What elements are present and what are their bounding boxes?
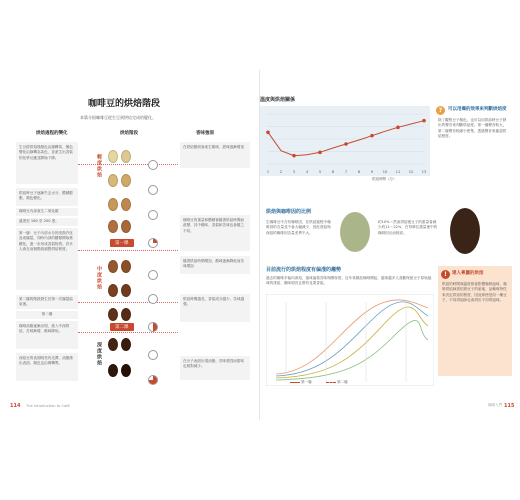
- x-tick-label: 7: [344, 170, 348, 174]
- coffee-bean-image: [108, 150, 118, 163]
- note-7: 第二爆: [41, 312, 53, 316]
- roast-level-dial: [148, 210, 158, 220]
- coffee-bean-image: [121, 364, 131, 377]
- stage-label-dark: 深度烘焙: [96, 342, 102, 366]
- aroma-box-3: [180, 256, 250, 274]
- aroma-note-5: 在豆子表面出現油脂，苦味強烈而甜味也相對減少。: [183, 359, 245, 369]
- x-tick-label: 2: [279, 170, 283, 174]
- data-point: [422, 119, 426, 123]
- legend-first-label: 第一爆: [301, 380, 312, 384]
- x-tick-label: 8: [357, 170, 361, 174]
- sub1-text: 生咖啡豆中含有咖啡因，在烘焙過程中咖啡因的含量並不會大幅減少，因此淺焙與深焙的咖啡因含量差異不大。: [266, 220, 331, 235]
- note-4: 溫度至 180 至 200 度。: [19, 219, 59, 223]
- stage-label-medium: 中度烘焙: [96, 266, 102, 290]
- roast-level-dial: [148, 375, 158, 385]
- x-tick-label: 10: [382, 170, 388, 174]
- roast-level-dial: [148, 238, 158, 248]
- x-tick-label: 9: [370, 170, 374, 174]
- roast-level-dial: [148, 322, 158, 332]
- legend-line: [326, 382, 336, 383]
- coffee-bean-image: [108, 198, 118, 211]
- chart-title: 溫度與烘焙關係: [260, 97, 296, 103]
- note-8: 咖啡油脂逐漸出現，進入中深烘焙，苦味漸增，酸味降低。: [19, 324, 70, 334]
- footer-text: 咖啡入門: [488, 403, 503, 407]
- chart-x-label: 烘焙時間（分）: [372, 177, 397, 181]
- separator: [78, 302, 178, 303]
- coffee-bean-image: [121, 174, 131, 187]
- col-header-stages: 烘焙階段: [120, 131, 138, 136]
- note-box-9: [16, 353, 78, 381]
- chart-background: [260, 106, 430, 176]
- aroma-note-2: 咖啡豆的重量和體積會隨著烘焙時間而改變，其中酸味、香氣和苦味也會隨之不同。: [183, 218, 245, 233]
- right-page: [260, 70, 515, 420]
- coffee-bean-image: [121, 150, 131, 163]
- left-page: [8, 70, 260, 420]
- green-bean-illustration: [340, 212, 370, 252]
- first-crack-label: 第一爆: [110, 239, 134, 247]
- side-text: 除了觀察豆子顏色，也可以用烘焙時豆子發出的聲音來判斷烘焙度。第一爆聲音較大，第二爆聲音較細小密集，透過聲音來確認烘焙程度。: [438, 118, 507, 139]
- page-number: 114: [10, 403, 21, 409]
- separator: [78, 250, 178, 251]
- legend-second-label: 第二爆: [337, 380, 348, 384]
- aroma-note-3: 隨著烘焙時間增加，酸味逐漸降低而苦味增加: [183, 259, 245, 269]
- x-tick-label: 3: [292, 170, 296, 174]
- coffee-bean-image: [108, 308, 118, 321]
- note-5: 第一爆：豆子內部水分因受熱汽化造成爆裂，同時內部的糖類開始焦糖化，進一步形成香氣物質。許多人會在這個階段調整烘焙程度。: [19, 231, 73, 252]
- x-tick-label: 1: [266, 170, 270, 174]
- x-tick-label: 13: [421, 170, 427, 174]
- roast-level-dial: [148, 294, 158, 304]
- note-2: 烘焙時豆子逐漸失去水分，體積膨脹，顏色變化。: [19, 191, 73, 201]
- note-box-2: [16, 188, 78, 206]
- trend-chart: [266, 294, 434, 386]
- note-box-4: [16, 218, 78, 226]
- side-title: 可以用爆的效果來判斷烘焙度: [448, 107, 507, 112]
- coffee-bean-image: [108, 338, 118, 351]
- data-point: [344, 142, 348, 146]
- data-point: [266, 131, 270, 135]
- sub1-title: 烘焙與咖啡因的比例: [266, 209, 312, 215]
- col-header-aroma: 香味強弱: [196, 131, 214, 136]
- coffee-bean-image: [121, 260, 131, 273]
- coffee-bean-image: [108, 284, 118, 297]
- coffee-bean-image: [108, 364, 118, 377]
- x-tick-label: 6: [331, 170, 335, 174]
- x-tick-label: 4: [305, 170, 309, 174]
- coffee-bean-image: [121, 308, 131, 321]
- note-box-8: [16, 321, 78, 349]
- aroma-box-1: [180, 142, 250, 168]
- second-crack-label: 第二爆: [110, 323, 134, 331]
- tip-icon: !: [441, 270, 450, 279]
- legend-line: [290, 382, 300, 383]
- coffee-bean-image: [108, 174, 118, 187]
- legend-first: [290, 381, 312, 385]
- book-spread: [0, 70, 520, 420]
- coffee-bean-image: [121, 220, 131, 233]
- separator: [78, 164, 178, 165]
- sub2-title: 目前流行的烘焙程度有偏淺的趨勢: [266, 267, 342, 273]
- page-number: 115: [504, 403, 515, 409]
- aroma-note-4: 烘焙時間越長，香氣成分越少，苦味越強。: [183, 297, 245, 307]
- coffee-bean-image: [121, 338, 131, 351]
- question-icon: ?: [436, 106, 445, 115]
- note-box-3: [16, 208, 78, 216]
- coffee-bean-image: [108, 260, 118, 273]
- coffee-bean-image: [108, 220, 118, 233]
- legend-second: [326, 381, 348, 385]
- roast-level-dial: [148, 185, 158, 195]
- sub1-text-2: 約10%～然而烘焙後豆子的重量會減少約11～22%，在每單位重量裡中的咖啡因反而較高。: [378, 220, 438, 235]
- tip-box: [438, 266, 512, 376]
- note-1: 生豆經烘焙後顏色由綠轉黃，顏色變化由綠轉為黃色，並產生出香氣的化學反應並開始下降。: [19, 145, 73, 160]
- note-box-7: [16, 311, 78, 319]
- aroma-box-2: [180, 215, 250, 251]
- data-point: [318, 151, 322, 155]
- x-tick-label: 11: [395, 170, 401, 174]
- roast-level-dial: [148, 160, 158, 170]
- coffee-bean-image: [121, 198, 131, 211]
- note-box-1: [16, 142, 78, 184]
- aroma-box-4: [180, 294, 250, 322]
- stage-label-light: 輕度烘焙: [96, 154, 102, 178]
- data-point: [292, 154, 296, 158]
- data-point: [396, 126, 400, 130]
- note-box-6: [16, 295, 78, 309]
- aroma-box-5: [180, 356, 250, 380]
- coffee-bean-image: [121, 284, 131, 297]
- col-header-changes: 烘焙過程的變化: [36, 131, 68, 136]
- data-point: [370, 134, 374, 138]
- tip-text: 烘焙的時間與溫度都會影響咖啡風味，咖啡烘焙師需依照豆子的產地、品種與特性來決定烘焙的程度，因此即使是同一種豆子，不同烘焙師也會烘出不同的風味。: [442, 282, 507, 303]
- roast-level-dial: [148, 270, 158, 280]
- intro-text: 本篇介紹咖啡豆從生豆到烘焙完成的變化。: [80, 115, 156, 120]
- note-9: 深焙豆的表面明亮有光澤，油脂滲出表面，顏色也由褐轉黑。: [19, 356, 73, 366]
- page-title: 咖啡豆的烘焙階段: [88, 99, 161, 109]
- tip-title: 達人專屬的烘焙: [452, 271, 484, 276]
- note-6: 第二爆的階段發生於第一次爆裂結束後。: [19, 297, 73, 307]
- note-3: 咖啡豆內部產生二氧化碳: [19, 209, 59, 213]
- roasted-bean-illustration: [450, 208, 480, 254]
- roast-level-dial: [148, 350, 158, 360]
- x-tick-label: 12: [408, 170, 414, 174]
- x-tick-label: 5: [318, 170, 322, 174]
- aroma-note-1: 在烘焙階段會產生酸味，甜味逐漸增加: [183, 145, 245, 149]
- sub2-text: 過去的咖啡多偏向深焙，風味偏重苦味與醇厚度，近年來精品咖啡興起，越來越多人喜歡保留豆子原始風味的淺焙，酸味明亮且帶有花果香氣。: [266, 276, 432, 286]
- note-box-5: [16, 228, 78, 290]
- trend-chart-frame: [266, 294, 434, 386]
- separator: [78, 332, 178, 333]
- temperature-chart: [260, 106, 430, 176]
- footer-text: The Introduction to Café: [26, 404, 70, 408]
